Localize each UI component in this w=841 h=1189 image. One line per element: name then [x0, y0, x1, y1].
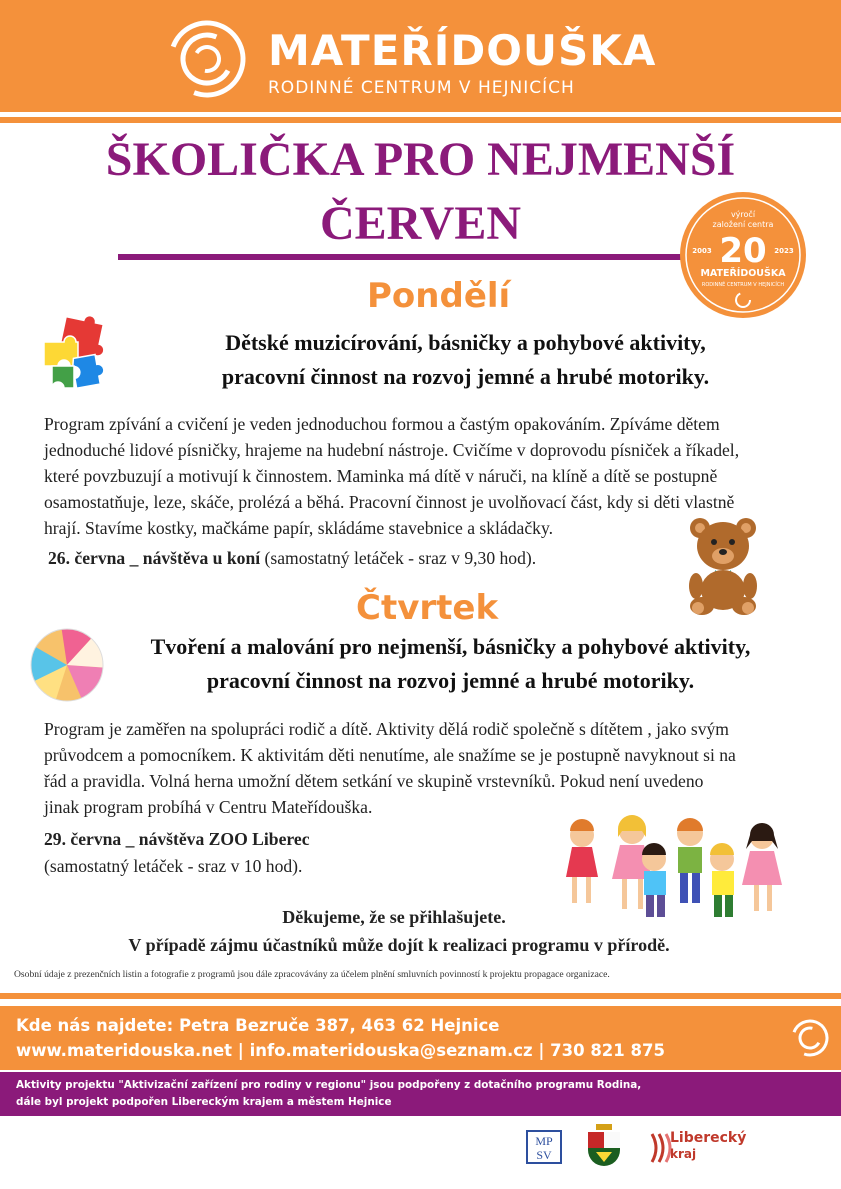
mpsv-logo	[526, 1130, 562, 1164]
footer-contacts[interactable]: www.materidouska.net | info.materidouska@seznam.cz | 730 821 875	[16, 1041, 665, 1060]
brand-name: MATEŘÍDOUŠKA	[268, 26, 657, 75]
badge-name: MATEŘÍDOUŠKA	[700, 268, 786, 279]
badge-year-to: 2023	[774, 247, 794, 255]
thursday-description	[44, 716, 841, 820]
brand-subtitle: RODINNÉ CENTRUM V HEJNICÍCH	[268, 78, 575, 98]
monday-lead	[0, 326, 841, 394]
thursday-visit-detail: (samostatný letáček - sraz v 10 hod).	[44, 856, 303, 876]
header-divider	[0, 117, 841, 123]
page-title: ŠKOLIČKA PRO NEJMENŠÍ	[105, 133, 736, 186]
badge-subtitle: RODINNÉ CENTRUM V HEJNICÍCH	[701, 282, 785, 288]
materidouska-logo-icon	[790, 1018, 830, 1058]
monday-lead-line-1: Dětské muzicírování, básničky a pohybové aktivity,	[225, 330, 706, 355]
privacy-notice: Osobní údaje z prezenčních listin a fotografie z programů jsou dále zpracovávány za účelem plnění smluvních povinností k projektu propagace organizace.	[14, 969, 610, 980]
paragraph-line: hrají. Stavíme kostky, mačkáme papír, skládáme stavebnice a skládačky.	[44, 518, 554, 538]
badge-text-1: výročí	[730, 210, 756, 219]
hejnice-crest-icon	[586, 1122, 622, 1168]
title-underline	[118, 254, 718, 260]
paragraph-line: řád a pravidla. Volná herna umožní dětem setkání ve skupině vrstevníků. Pokud není uvedeno	[44, 771, 704, 791]
paragraph-line: osamostatňuje, leze, skáče, prolézá a běhá. Pracovní činnost je uvolňovací část, kdy si děti vlastně	[44, 492, 735, 512]
funding-line-2: dále byl projekt podpořen Libereckým krajem a městem Hejnice	[16, 1096, 392, 1108]
footer-divider	[0, 993, 841, 999]
thursday-lead-line-2: pracovní činnost na rozvoj jemné a hrubé motoriky.	[206, 668, 695, 693]
day-heading-thursday: Čtvrtek	[356, 588, 499, 628]
liberecky-kraj-text: Liberecký	[670, 1130, 747, 1146]
thursday-lead	[0, 630, 841, 698]
thanks-line-2: V případě zájmu účastníků může dojít k realizaci programu v přírodě.	[128, 935, 670, 955]
page-subtitle-month: ČERVEN	[320, 197, 521, 250]
thursday-visit-title: 29. června _ návštěva ZOO Liberec	[44, 829, 310, 849]
paragraph-line: Program je zaměřen na spolupráci rodič a dítě. Aktivity dělá rodič společně s dítětem , jako svým	[44, 719, 729, 739]
monday-visit-title: 26. června _ návštěva u koní	[48, 548, 261, 568]
funding-line-1: Aktivity projektu "Aktivizační zařízení pro rodiny v regionu" jsou podpořeny z dotačního programu Rodina,	[16, 1079, 642, 1091]
paragraph-line: jinak program probíhá v Centru Mateřídouška.	[44, 797, 373, 817]
footer-address: Kde nás najdete: Petra Bezruče 387, 463 62 Hejnice	[16, 1016, 500, 1035]
materidouska-logo-icon	[168, 20, 246, 98]
liberecky-kraj-subtext: kraj	[670, 1147, 697, 1161]
badge-year-from: 2003	[692, 247, 712, 255]
anniversary-badge	[678, 190, 808, 320]
monday-lead-line-2: pracovní činnost na rozvoj jemné a hrubé motoriky.	[221, 364, 710, 389]
paragraph-line: průvodcem a pomocníkem. K aktivitám děti nenutíme, ale snažíme se je postupně navyknout si na	[44, 745, 736, 765]
paragraph-line: které povzbuzují a motivují k činnostem. Maminka má dítě v náruči, na klíně a dítě se postupně	[44, 466, 718, 486]
thanks-line-1: Děkujeme, že se přihlašujete.	[282, 907, 506, 927]
badge-number: 20	[719, 231, 767, 271]
monday-visit-detail: (samostatný letáček - sraz v 9,30 hod).	[260, 548, 537, 568]
monday-visit-note	[48, 548, 536, 569]
paragraph-line: jednoduché lidové písničky, hrajeme na hudební nástroje. Cvičíme v doprovodu písniček a říkadel,	[44, 440, 740, 460]
mpsv-logo-text-2: SV	[536, 1148, 552, 1162]
thursday-lead-line-1: Tvoření a malování pro nejmenší, básničky a pohybové aktivity,	[150, 634, 751, 659]
mpsv-logo-text-1: MP	[535, 1134, 553, 1148]
badge-text-2: založení centra	[712, 220, 774, 229]
teddy-bear-icon	[686, 514, 760, 616]
day-heading-monday: Pondělí	[367, 276, 511, 316]
paragraph-line: Program zpívání a cvičení je veden jednoduchou formou a častým opakováním. Zpíváme dětem	[44, 414, 720, 434]
